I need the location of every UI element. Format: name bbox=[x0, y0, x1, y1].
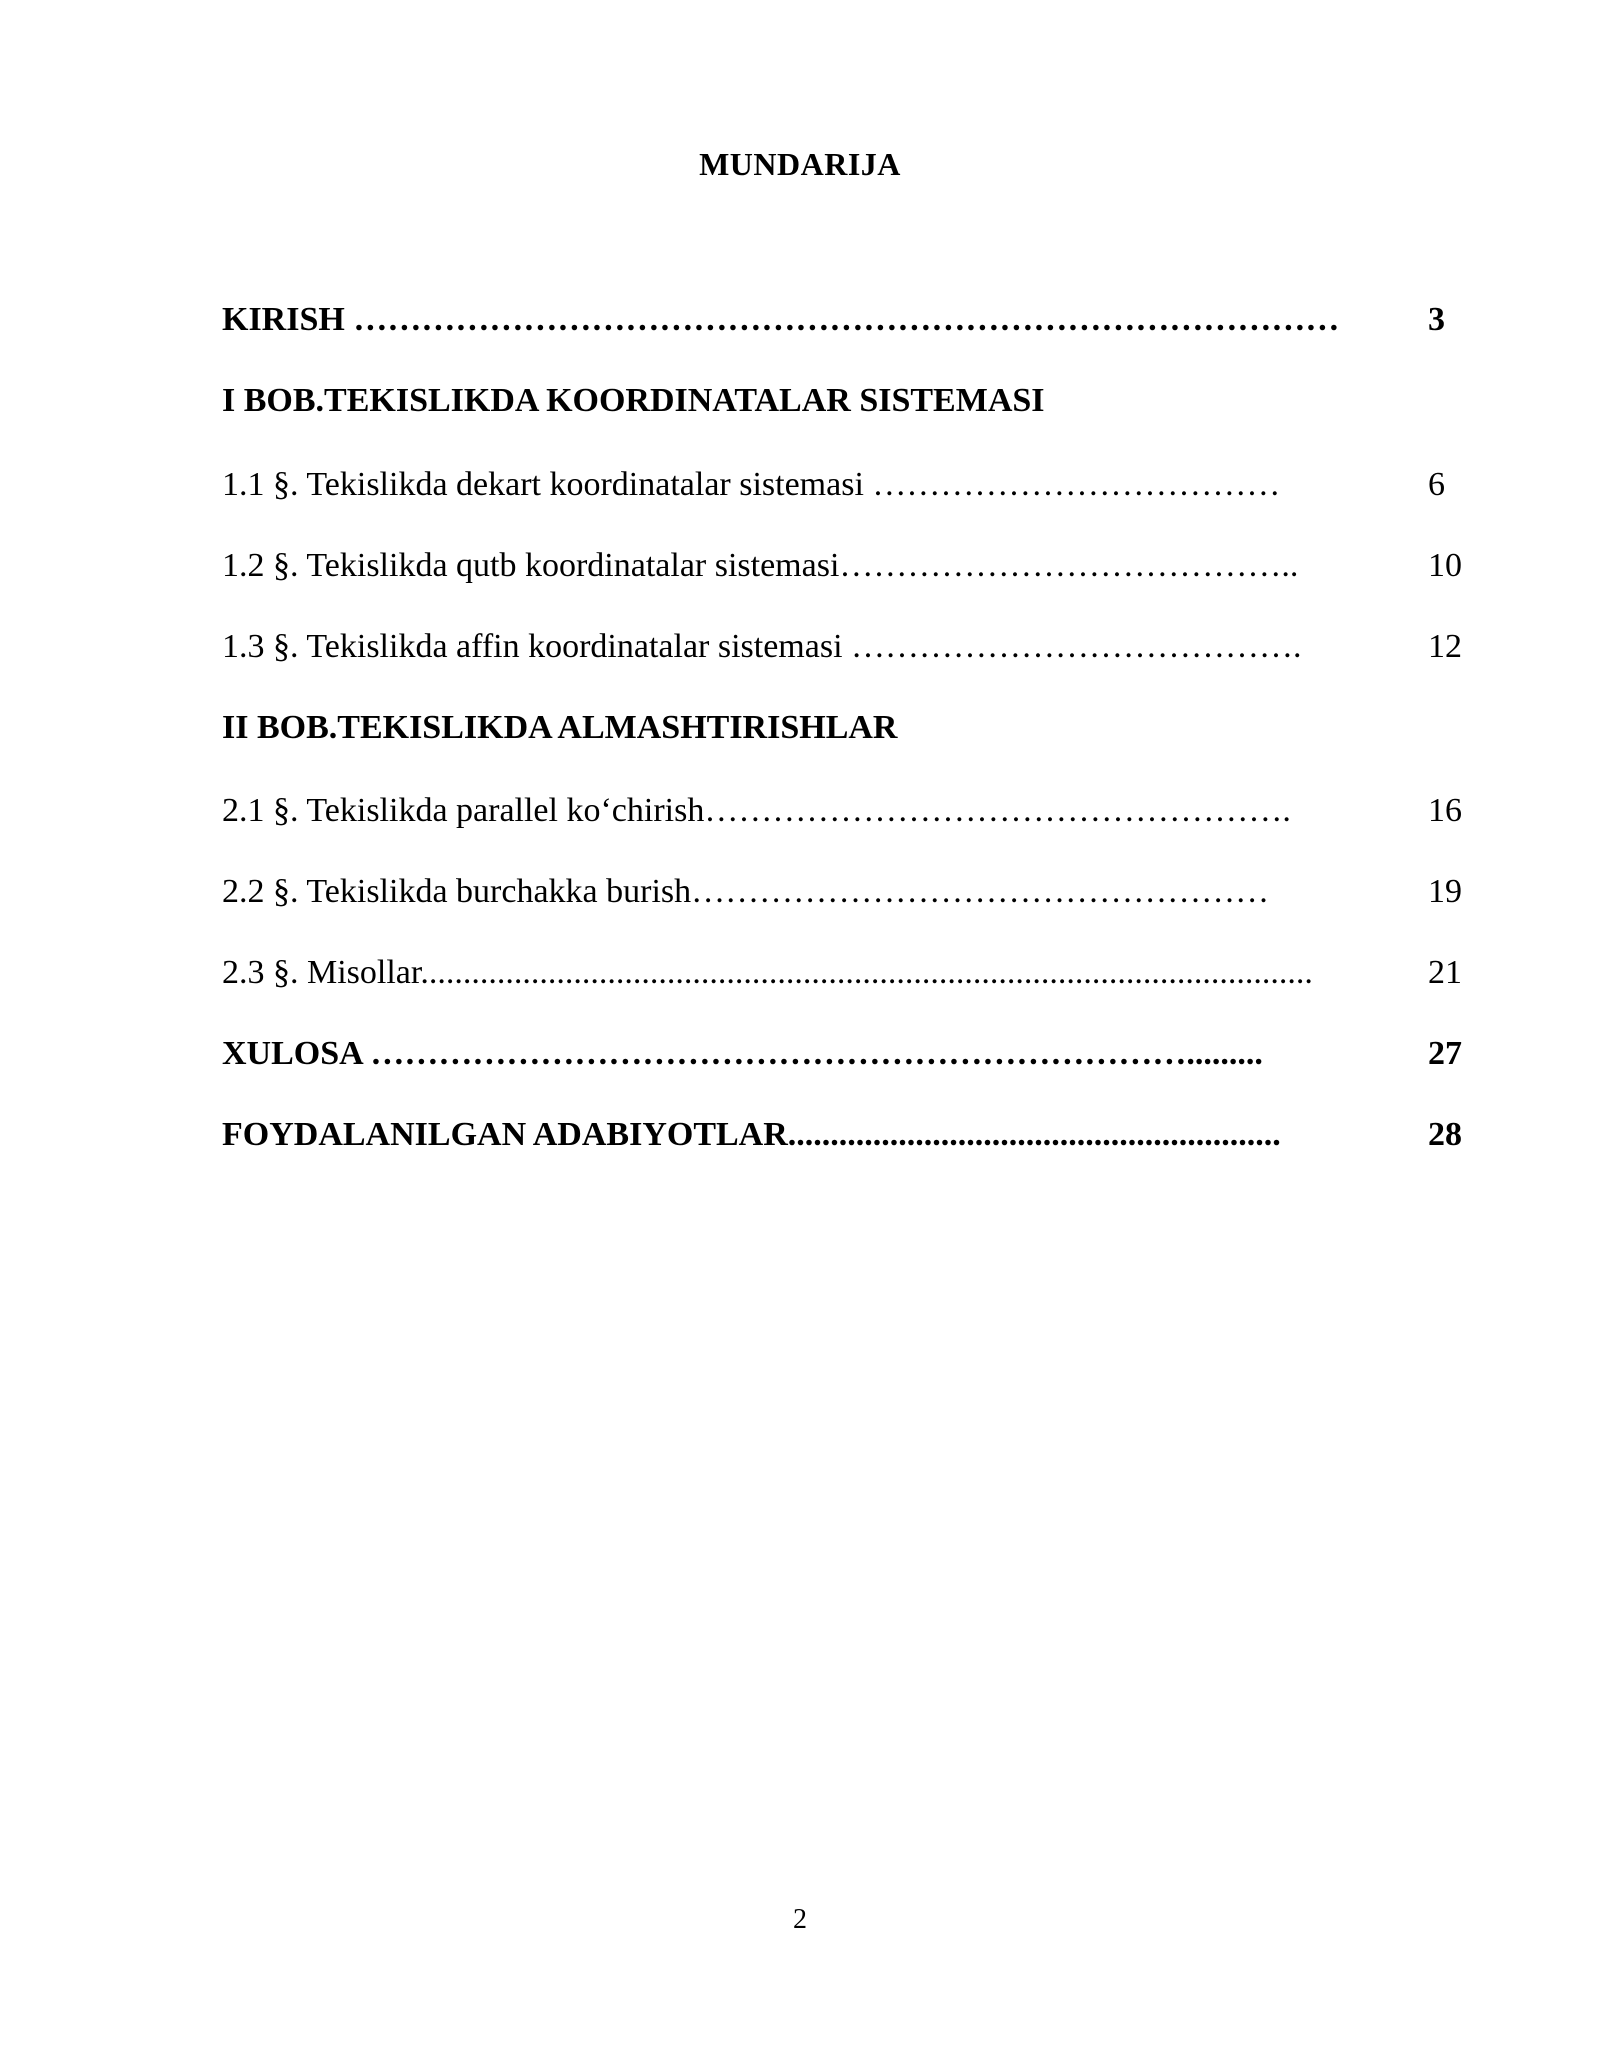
page-title: MUNDARIJA bbox=[699, 146, 901, 182]
toc-entry-page: 6 bbox=[1428, 466, 1445, 503]
toc-chapter-label: II BOB.TEKISLIKDA ALMASHTIRISHLAR bbox=[222, 709, 898, 746]
toc-entry-page: 16 bbox=[1428, 792, 1462, 829]
toc-entry-label: 1.1 §. Tekislikda dekart koordinatalar sistemasi ……………………………… bbox=[222, 466, 1281, 503]
toc-entry-page: 19 bbox=[1428, 873, 1462, 910]
toc-entry-label: 1.3 §. Tekislikda affin koordinatalar sistemasi …………………………………. bbox=[222, 628, 1302, 665]
toc-entry-label: XULOSA ………………………………………………………………......... bbox=[222, 1035, 1263, 1072]
toc-chapter-label: I BOB.TEKISLIKDA KOORDINATALAR SISTEMASI bbox=[222, 382, 1045, 419]
toc-entry-page: 27 bbox=[1428, 1035, 1462, 1072]
toc-entry-label: 1.2 §. Tekislikda qutb koordinatalar sistemasi………………………………….. bbox=[222, 547, 1299, 584]
toc-entry-page: 21 bbox=[1428, 954, 1462, 991]
toc-entry-label: 2.2 §. Tekislikda burchakka burish…………………………………………… bbox=[222, 873, 1270, 910]
toc-entry-page: 12 bbox=[1428, 628, 1462, 665]
page-number: 2 bbox=[793, 1904, 807, 1935]
toc-entry-page: 3 bbox=[1428, 301, 1445, 338]
toc-entry-label: FOYDALANILGAN ADABIYOTLAR.......................................................... bbox=[222, 1116, 1281, 1153]
toc-entry-page: 28 bbox=[1428, 1116, 1462, 1153]
toc-entry-page: 10 bbox=[1428, 547, 1462, 584]
toc-entry-label: 2.3 §. Misollar......................................................................................................... bbox=[222, 954, 1313, 991]
toc-entry-label: 2.1 §. Tekislikda parallel ko‘chirish……………………………………………. bbox=[222, 792, 1291, 829]
toc-entry-label: KIRISH …………………………………………………………………………… bbox=[222, 301, 1340, 338]
